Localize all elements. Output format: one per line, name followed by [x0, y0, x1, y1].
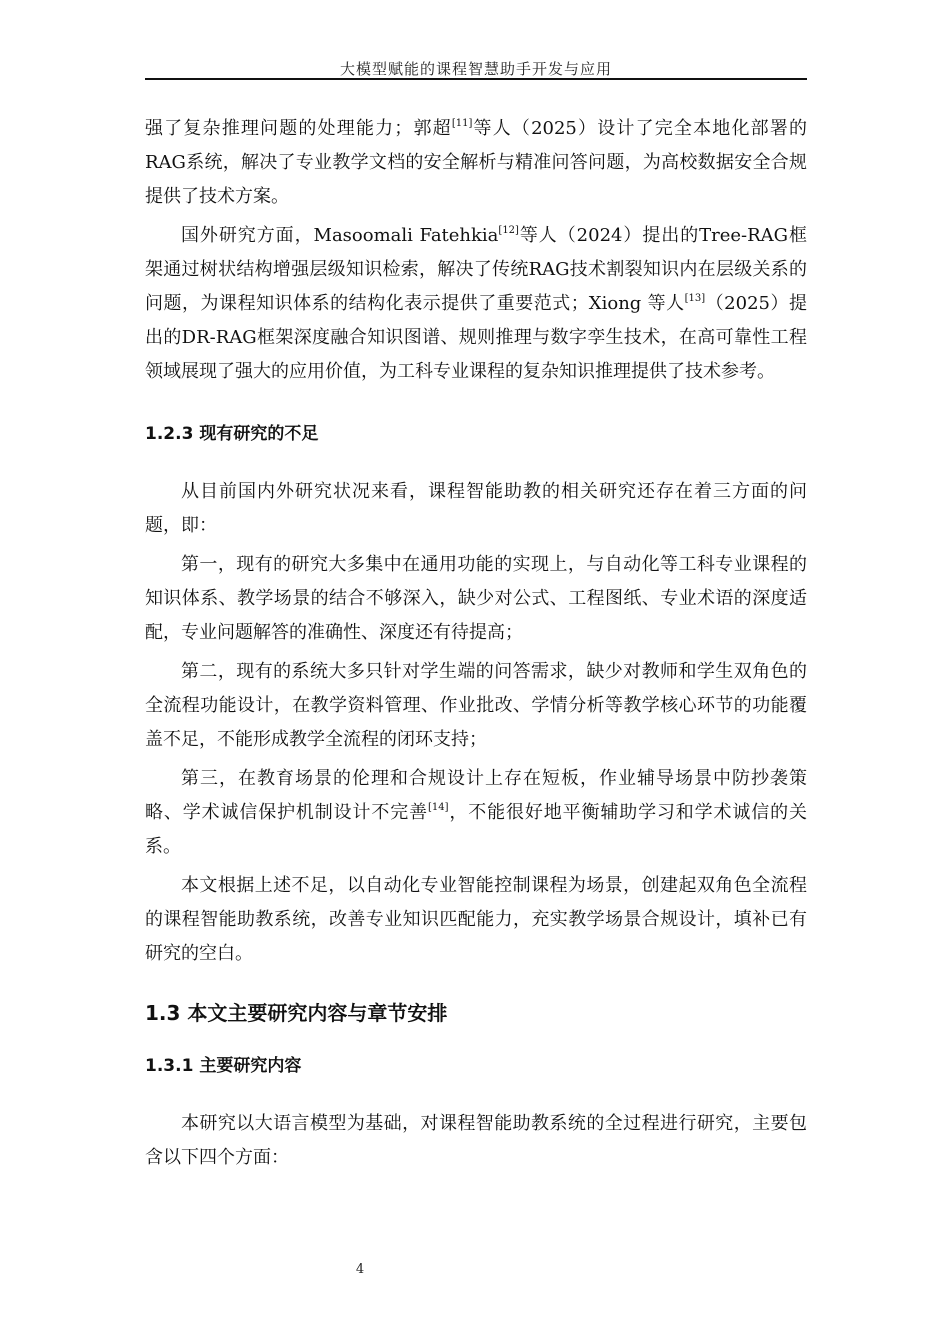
running-header: 大模型赋能的课程智慧助手开发与应用: [339, 60, 612, 78]
paragraph-third-shortcoming: [145, 762, 807, 864]
text-run: 第三，在教育场景的伦理和合规设计上存在短板，作业辅导场景中防抄袭策略、学术诚信保护机制设计不完善: [145, 768, 807, 823]
paragraph-research-content: 本研究以大语言模型为基础，对课程智能助教系统的全过程进行研究，主要包含以下四个方面：: [145, 1113, 807, 1168]
section-heading-1-2-3: 1.2.3 现有研究的不足: [145, 424, 319, 444]
page-number: 4: [355, 1262, 365, 1277]
text-run: （2025）提出的DR-RAG框架深度融合知识图谱、规则推理与数字孪生技术，在高可靠性工程领域展现了强大的应用价值，为工科专业课程的复杂知识推理提供了技术参考。: [145, 293, 808, 382]
paragraph-continuation: [145, 112, 807, 214]
text-run: 等人（2024）提出的Tree-RAG框架通过树状结构增强层级知识检索，解决了传统RAG技术割裂知识内在层级关系的问题，为课程知识体系的结构化表示提供了重要范式；Xiong 等人: [145, 225, 807, 314]
section-heading-1-3-1: 1.3.1 主要研究内容: [145, 1056, 302, 1076]
citation-ref-11: [11]: [451, 118, 473, 129]
page-body: [145, 112, 807, 1175]
paragraph-summary: 本文根据上述不足，以自动化专业智能控制课程为场景，创建起双角色全流程的课程智能助教系统，改善专业知识匹配能力，充实教学场景合规设计，填补已有研究的空白。: [145, 875, 807, 964]
paragraph-intro: 从目前国内外研究状况来看，课程智能助教的相关研究还存在着三方面的问题，即：: [145, 481, 807, 536]
citation-ref-14: [14]: [428, 802, 449, 813]
paragraph-first-shortcoming: 第一，现有的研究大多集中在通用功能的实现上，与自动化等工科专业课程的知识体系、教学场景的结合不够深入，缺少对公式、工程图纸、专业术语的深度适配，专业问题解答的准确性、深度还有待提高；: [145, 554, 807, 643]
section-heading-1-3: 1.3 本文主要研究内容与章节安排: [145, 1001, 448, 1025]
citation-ref-13: [13]: [684, 293, 706, 304]
text-run: 等人（2025）设计了完全本地化部署的RAG系统，解决了专业教学文档的安全解析与精准问答问题，为高校数据安全合规提供了技术方案。: [145, 118, 807, 207]
text-run: ，不能很好地平衡辅助学习和学术诚信的关系。: [145, 802, 807, 857]
header-rule: [145, 78, 807, 80]
paragraph-foreign-research: [145, 219, 807, 389]
text-run: 国外研究方面，Masoomali Fatehkia: [181, 225, 499, 246]
paragraph-second-shortcoming: 第二，现有的系统大多只针对学生端的问答需求，缺少对教师和学生双角色的全流程功能设计，在教学资料管理、作业批改、学情分析等教学核心环节的功能覆盖不足，不能形成教学全流程的闭环支持；: [145, 661, 807, 750]
text-run: 强了复杂推理问题的处理能力；郭超: [145, 118, 452, 139]
citation-ref-12: [12]: [498, 225, 519, 236]
